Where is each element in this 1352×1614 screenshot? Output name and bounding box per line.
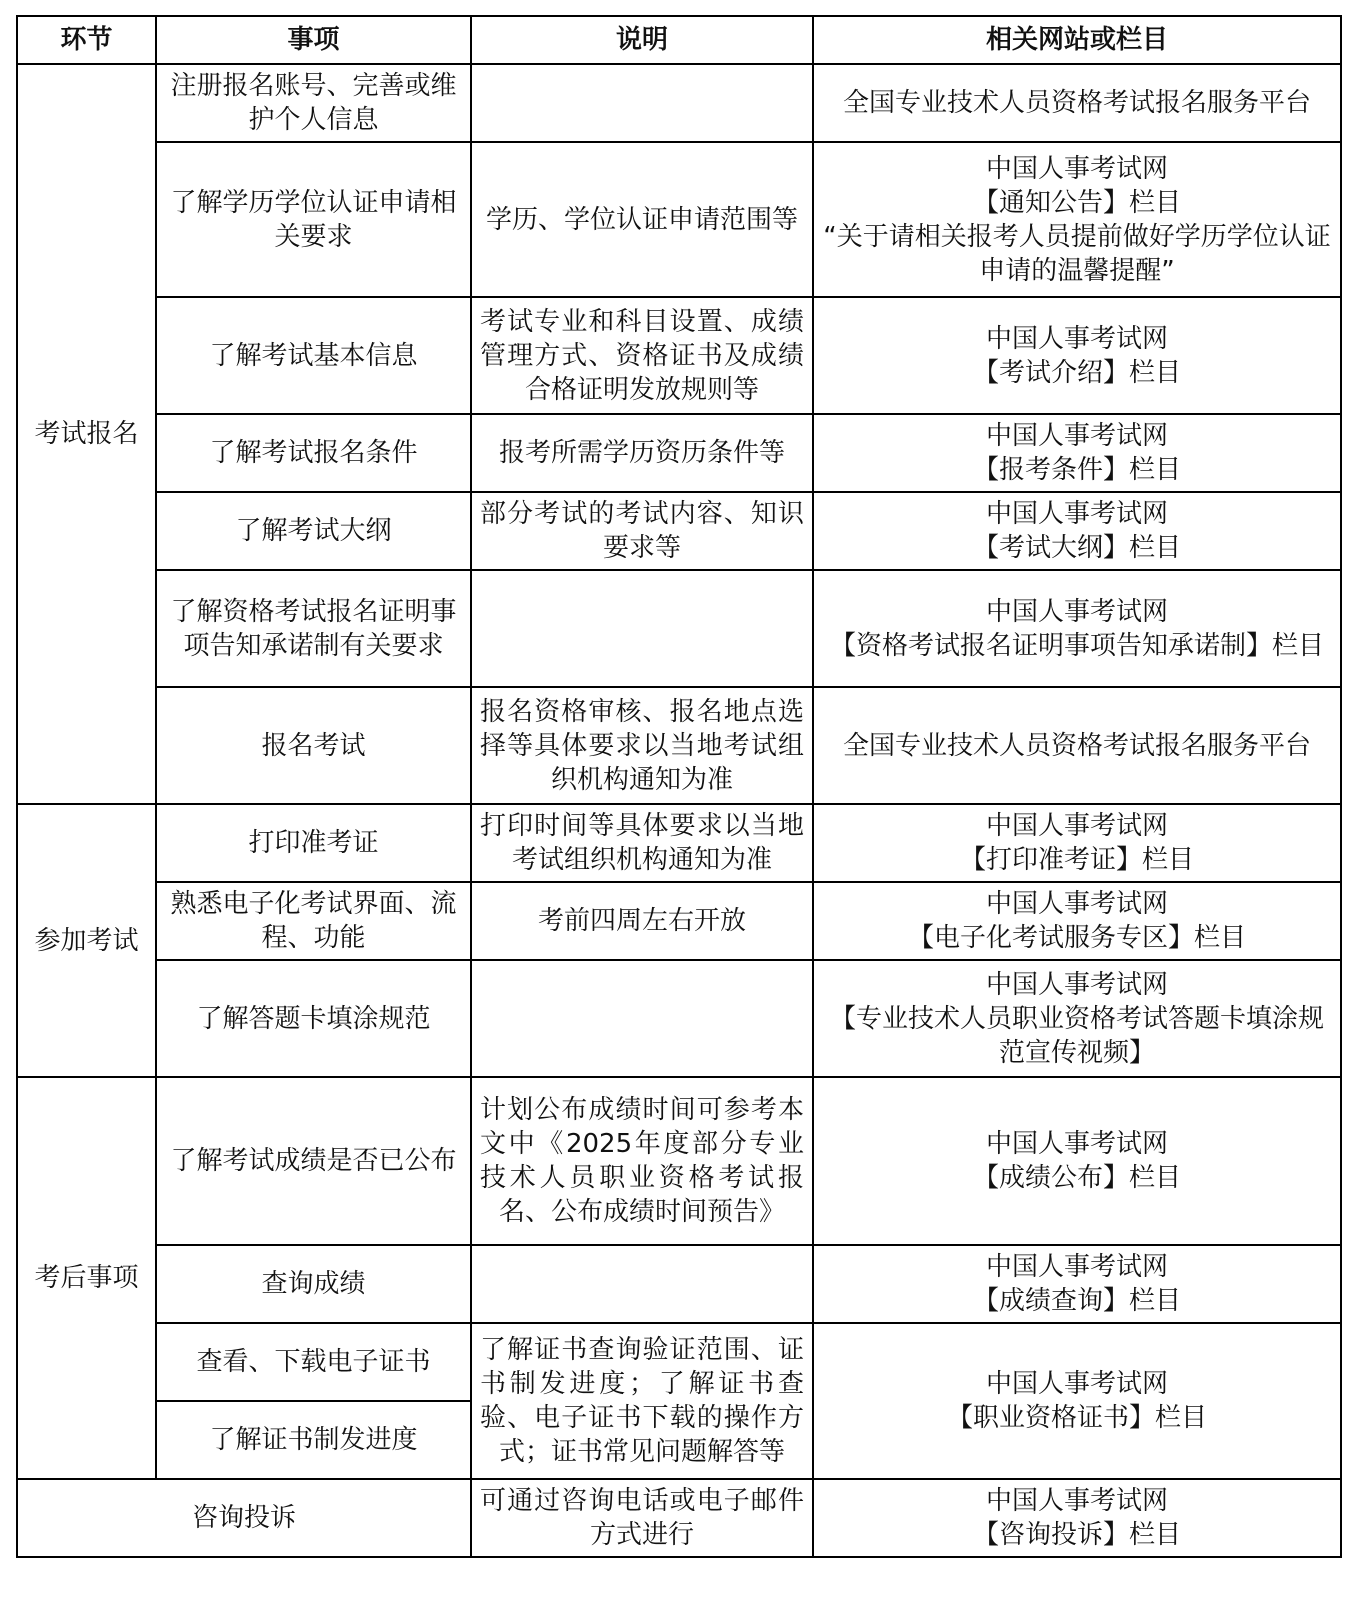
header-stage: 环节: [17, 16, 156, 64]
site-line: 中国人事考试网: [985, 969, 1168, 1000]
site-cell: [813, 492, 1341, 570]
item-cell: 了解证书制发进度: [156, 1401, 471, 1479]
item-cell: 了解学历学位认证申请相关要求: [156, 142, 471, 297]
site-line: 【成绩查询】栏目: [972, 1286, 1181, 1316]
item-cell: 了解考试成绩是否已公布: [156, 1077, 471, 1245]
table-row: [17, 570, 1341, 687]
desc-cell: [471, 960, 813, 1077]
site-line: 中国人事考试网: [985, 596, 1168, 627]
table-row: [17, 142, 1341, 297]
site-cell: [813, 687, 1341, 804]
site-line: 中国人事考试网: [985, 1486, 1168, 1516]
desc-cell: 考前四周左右开放: [471, 882, 813, 960]
table-row: [17, 687, 1341, 804]
site-cell: [813, 1323, 1341, 1479]
site-line: 【电子化考试服务专区】栏目: [907, 923, 1246, 953]
desc-cell: 部分考试的考试内容、知识要求等: [471, 492, 813, 570]
stage-cell: 考试报名: [17, 64, 156, 804]
site-line: 中国人事考试网: [985, 1369, 1168, 1399]
desc-cell: [471, 1245, 813, 1323]
item-cell: 查看、下载电子证书: [156, 1323, 471, 1401]
site-cell: [813, 1479, 1341, 1557]
site-line: 【考试大纲】栏目: [972, 533, 1181, 563]
desc-cell: [471, 64, 813, 142]
table-row: [17, 414, 1341, 492]
site-line: 【考试介绍】栏目: [972, 357, 1181, 388]
site-line: 【成绩公布】栏目: [972, 1163, 1181, 1193]
site-line: 全国专业技术人员资格考试报名服务平台: [842, 730, 1311, 761]
site-line: 全国专业技术人员资格考试报名服务平台: [842, 88, 1311, 118]
site-line: 【专业技术人员职业资格考试答题卡填涂规范宣传视频】: [829, 1003, 1324, 1068]
site-cell: [813, 414, 1341, 492]
table-row: [17, 64, 1341, 142]
table-row: [17, 1245, 1341, 1323]
desc-cell: 学历、学位认证申请范围等: [471, 142, 813, 297]
header-site: 相关网站或栏目: [813, 16, 1341, 64]
desc-cell: 报考所需学历资历条件等: [471, 414, 813, 492]
table-row: [17, 960, 1341, 1077]
site-line: 中国人事考试网: [985, 499, 1168, 529]
header-row: [17, 16, 1341, 64]
item-cell: 查询成绩: [156, 1245, 471, 1323]
desc-cell: 可通过咨询电话或电子邮件方式进行: [471, 1479, 813, 1557]
table-row: [17, 297, 1341, 414]
item-cell: 熟悉电子化考试界面、流程、功能: [156, 882, 471, 960]
stage-cell: 考后事项: [17, 1077, 156, 1479]
site-line: 中国人事考试网: [985, 153, 1168, 184]
desc-cell: 报名资格审核、报名地点选择等具体要求以当地考试组织机构通知为准: [471, 687, 813, 804]
table-row: [17, 1323, 1341, 1401]
site-line: 【通知公告】栏目: [972, 187, 1181, 218]
desc-cell: [471, 570, 813, 687]
table-row: [17, 804, 1341, 882]
site-line: 中国人事考试网: [985, 323, 1168, 354]
header-item: 事项: [156, 16, 471, 64]
site-cell: [813, 804, 1341, 882]
item-cell: 打印准考证: [156, 804, 471, 882]
table-row: [17, 1479, 1341, 1557]
site-line: 中国人事考试网: [985, 1129, 1168, 1159]
site-line: 【职业资格证书】栏目: [946, 1403, 1207, 1433]
site-cell: [813, 960, 1341, 1077]
site-line: 【咨询投诉】栏目: [972, 1520, 1181, 1550]
table-row: [17, 1077, 1341, 1245]
item-cell: 咨询投诉: [17, 1479, 471, 1557]
site-line: 中国人事考试网: [985, 1252, 1168, 1282]
desc-cell: 考试专业和科目设置、成绩管理方式、资格证书及成绩合格证明发放规则等: [471, 297, 813, 414]
site-cell: [813, 570, 1341, 687]
stage-cell: 参加考试: [17, 804, 156, 1077]
desc-cell: 了解证书查询验证范围、证书制发进度；了解证书查验、电子证书下载的操作方式；证书常见问题解答等: [471, 1323, 813, 1479]
site-line: 【打印准考证】栏目: [959, 845, 1194, 875]
site-line: 【报考条件】栏目: [972, 455, 1181, 485]
exam-guide-table: [16, 15, 1342, 1558]
site-cell: [813, 142, 1341, 297]
header-desc: 说明: [471, 16, 813, 64]
item-cell: 了解考试大纲: [156, 492, 471, 570]
item-cell: 了解答题卡填涂规范: [156, 960, 471, 1077]
site-cell: [813, 64, 1341, 142]
table-row: [17, 882, 1341, 960]
table-row: [17, 492, 1341, 570]
site-cell: [813, 1245, 1341, 1323]
item-cell: 了解考试基本信息: [156, 297, 471, 414]
item-cell: 了解资格考试报名证明事项告知承诺制有关要求: [156, 570, 471, 687]
desc-cell: 打印时间等具体要求以当地考试组织机构通知为准: [471, 804, 813, 882]
item-cell: 了解考试报名条件: [156, 414, 471, 492]
item-cell: 报名考试: [156, 687, 471, 804]
site-cell: [813, 297, 1341, 414]
desc-cell: 计划公布成绩时间可参考本文中《2025年度部分专业技术人员职业资格考试报名、公布成绩时间预告》: [471, 1077, 813, 1245]
site-cell: [813, 1077, 1341, 1245]
site-line: 【资格考试报名证明事项告知承诺制】栏目: [829, 630, 1324, 661]
site-line: 中国人事考试网: [985, 889, 1168, 919]
site-line: “关于请相关报考人员提前做好学历学位认证申请的温馨提醒”: [823, 221, 1331, 286]
item-cell: 注册报名账号、完善或维护个人信息: [156, 64, 471, 142]
site-line: 中国人事考试网: [985, 811, 1168, 841]
site-cell: [813, 882, 1341, 960]
site-line: 中国人事考试网: [985, 421, 1168, 451]
